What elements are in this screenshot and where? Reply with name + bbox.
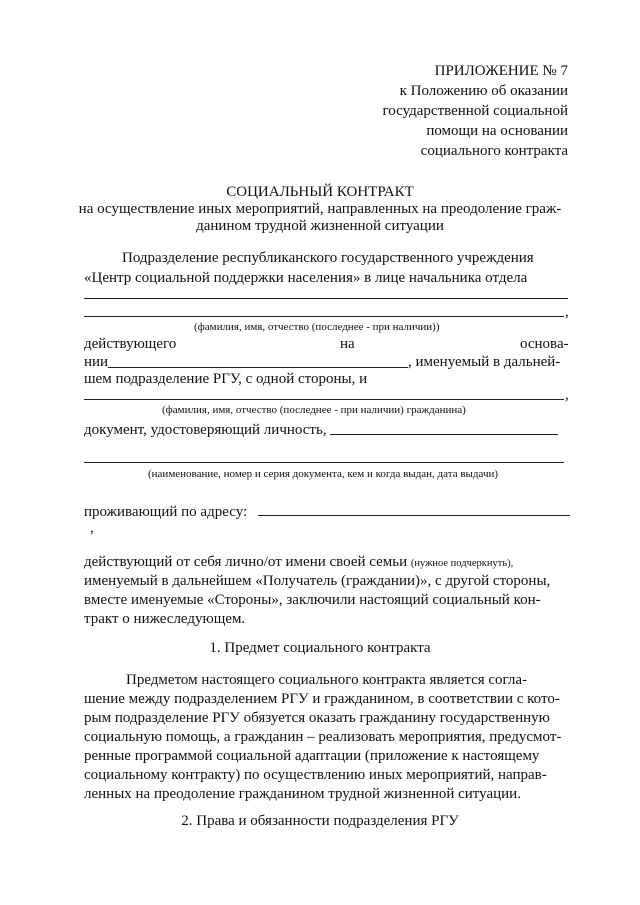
section-title: 1. Предмет социального контракта [209, 640, 431, 656]
blank-line [108, 367, 408, 368]
contract-title: СОЦИАЛЬНЫЙ КОНТРАКТ [226, 184, 414, 200]
document-label: документ, удостоверяющий личность, [84, 422, 327, 438]
comma: , [565, 387, 569, 403]
appendix-title: ПРИЛОЖЕНИЕ № 7 [434, 63, 568, 79]
acting-word: основа- [520, 336, 569, 352]
comma: , [90, 520, 94, 536]
section-line: Предметом настоящего социального контракта является согла- [126, 672, 528, 688]
address-label: проживающий по адресу: [84, 504, 248, 520]
comma: , [565, 304, 569, 320]
blank-line [84, 399, 564, 400]
section-line: рым подразделение РГУ обязуется оказать гражданину государственную [84, 710, 550, 726]
contract-subtitle: данином трудной жизненной ситуации [196, 218, 444, 234]
intro-line: шем подразделение РГУ, с одной стороны, и [84, 371, 368, 387]
field-caption: (фамилия, имя, отчество (последнее - при наличии) гражданина) [162, 404, 466, 416]
blank-line [330, 434, 558, 435]
section-line: социальную помощь, а гражданин – реализовать мероприятия, предусмот- [84, 729, 562, 745]
appendix-line: социального контракта [420, 143, 568, 159]
acting-line: вместе именуемые «Стороны», заключили настоящий социальный кон- [84, 592, 541, 608]
field-caption: (наименование, номер и серия документа, кем и когда выдан, дата выдачи) [148, 468, 499, 480]
section-title: 2. Права и обязанности подразделения РГУ [181, 813, 459, 829]
acting-line: тракт о нижеследующем. [84, 611, 246, 627]
acting-word: на [340, 336, 355, 352]
appendix-line: к Положению об оказании [399, 83, 568, 99]
acting-line: именуемый в дальнейшем «Получатель (граждании)», с другой стороны, [84, 573, 551, 589]
basis-end: , именуемый в дальней- [408, 354, 561, 370]
blank-line [84, 316, 564, 317]
acting-main: действующий от себя лично/от имени своей семьи [84, 554, 408, 570]
blank-line [84, 298, 568, 299]
appendix-line: государственной социальной [382, 103, 568, 119]
intro-line: «Центр социальной поддержки населения» в лице начальника отдела [84, 270, 528, 286]
acting-word: действующего [84, 336, 177, 352]
section-line: социальному контракту) по осуществлению иных мероприятий, направ- [84, 767, 547, 783]
blank-line [84, 462, 564, 463]
section-line: ренные программой социальной адаптации (приложение к настоящему [84, 748, 540, 764]
blank-line [258, 515, 570, 516]
section-line: ленных на преодоление гражданином трудной жизненной ситуации. [84, 786, 521, 802]
intro-line: Подразделение республиканского государственного учреждения [122, 250, 534, 266]
section-line: шение между подразделением РГУ и гражданином, в соответствии с кото- [84, 691, 560, 707]
acting-note: (нужное подчеркнуть), [410, 558, 514, 569]
contract-subtitle: на осуществление иных мероприятий, направленных на преодоление граж- [78, 201, 562, 217]
basis-start: нии [84, 354, 109, 370]
field-caption: (фамилия, имя, отчество (последнее - при наличии)) [194, 321, 440, 333]
appendix-line: помощи на основании [426, 123, 568, 139]
